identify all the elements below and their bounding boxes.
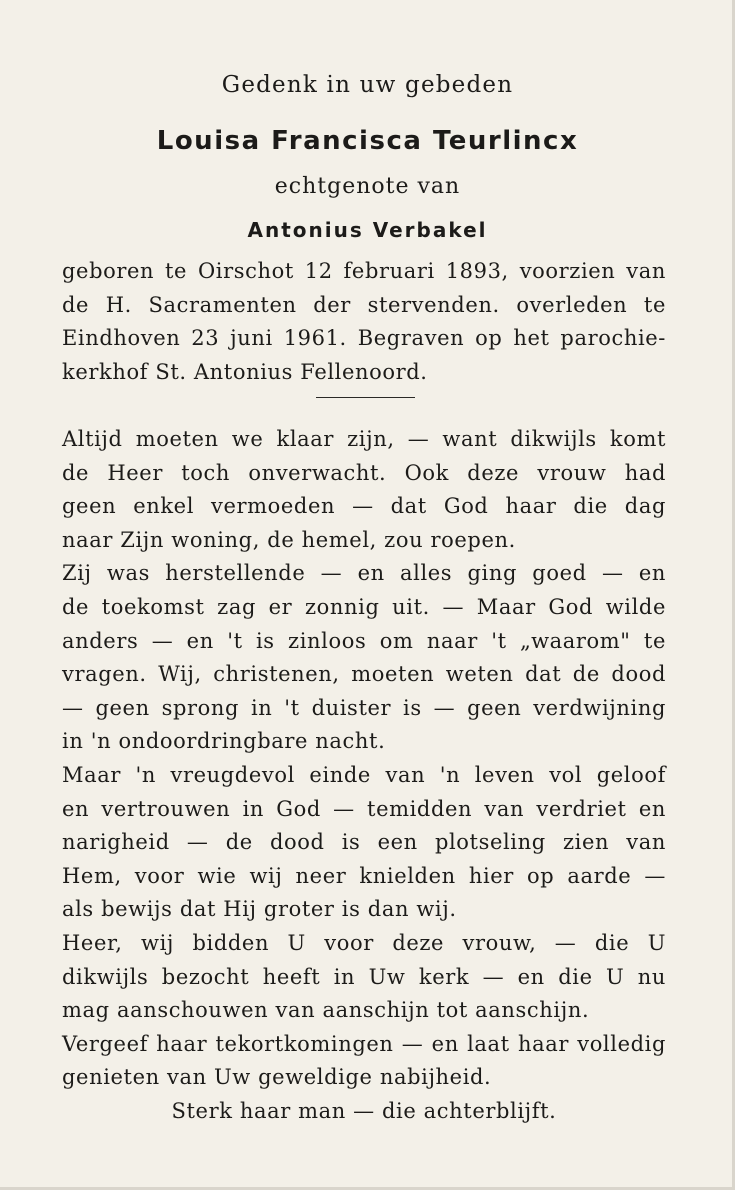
biography-line: geboren te Oirschot 12 februari 1893, voorzien van <box>62 259 666 283</box>
deceased-name: Louisa Francisca Teurlincx <box>156 126 579 156</box>
intro-text: Gedenk in uw gebeden <box>221 72 514 98</box>
reflection-line: de Heer toch onverwacht. Ook deze vrouw had <box>62 460 666 485</box>
reflection-line: genieten van Uw geweldige nabijheid. <box>62 1065 492 1090</box>
reflection-line: in 'n ondoordringbare nacht. <box>62 729 386 754</box>
reflection-line: Altijd moeten we klaar zijn, — want dikwijls komt <box>62 427 666 451</box>
reflection-line: en vertrouwen in God — temidden van verdriet en <box>62 796 666 821</box>
reflection-line: mag aanschouwen van aanschijn tot aanschijn. <box>62 998 590 1023</box>
spouse-name: Antonius Verbakel <box>247 218 488 242</box>
biography-line: de H. Sacramenten der stervenden. overleden te <box>62 292 666 317</box>
relation-text: echtgenote van <box>274 174 461 199</box>
reflection-text <box>62 423 666 1128</box>
reflection-line: Hem, voor wie wij neer knielden hier op aarde — <box>62 863 666 888</box>
closing-line: Sterk haar man — die achterblijft. <box>171 1098 557 1123</box>
biography-paragraph <box>62 255 666 389</box>
reflection-line: Zij was herstellende — en alles ging goed — en <box>62 561 666 586</box>
biography-line: Eindhoven 23 juni 1961. Begraven op het parochie- <box>62 326 666 351</box>
reflection-line: Maar 'n vreugdevol einde van 'n leven vol geloof <box>62 762 666 787</box>
reflection-line: dikwijls bezocht heeft in Uw kerk — en die U nu <box>62 964 666 989</box>
reflection-line: de toekomst zag er zonnig uit. — Maar God wilde <box>62 594 666 619</box>
section-divider <box>316 397 415 398</box>
reflection-line: als bewijs dat Hij groter is dan wij. <box>62 897 457 922</box>
reflection-line: vragen. Wij, christenen, moeten weten dat de dood <box>62 662 666 687</box>
reflection-line: naar Zijn woning, de hemel, zou roepen. <box>62 527 516 552</box>
reflection-line: anders — en 't is zinloos om naar 't „waarom" te <box>62 628 666 653</box>
reflection-line: Heer, wij bidden U voor deze vrouw, — die U <box>62 930 666 955</box>
reflection-line: — geen sprong in 't duister is — geen verdwijning <box>62 695 666 720</box>
reflection-line: narigheid — de dood is een plotseling zien van <box>62 830 666 855</box>
biography-line: kerkhof St. Antonius Fellenoord. <box>62 359 428 384</box>
reflection-line: Vergeef haar tekortkomingen — en laat haar volledig <box>62 1031 666 1056</box>
reflection-line: geen enkel vermoeden — dat God haar die dag <box>62 494 666 519</box>
